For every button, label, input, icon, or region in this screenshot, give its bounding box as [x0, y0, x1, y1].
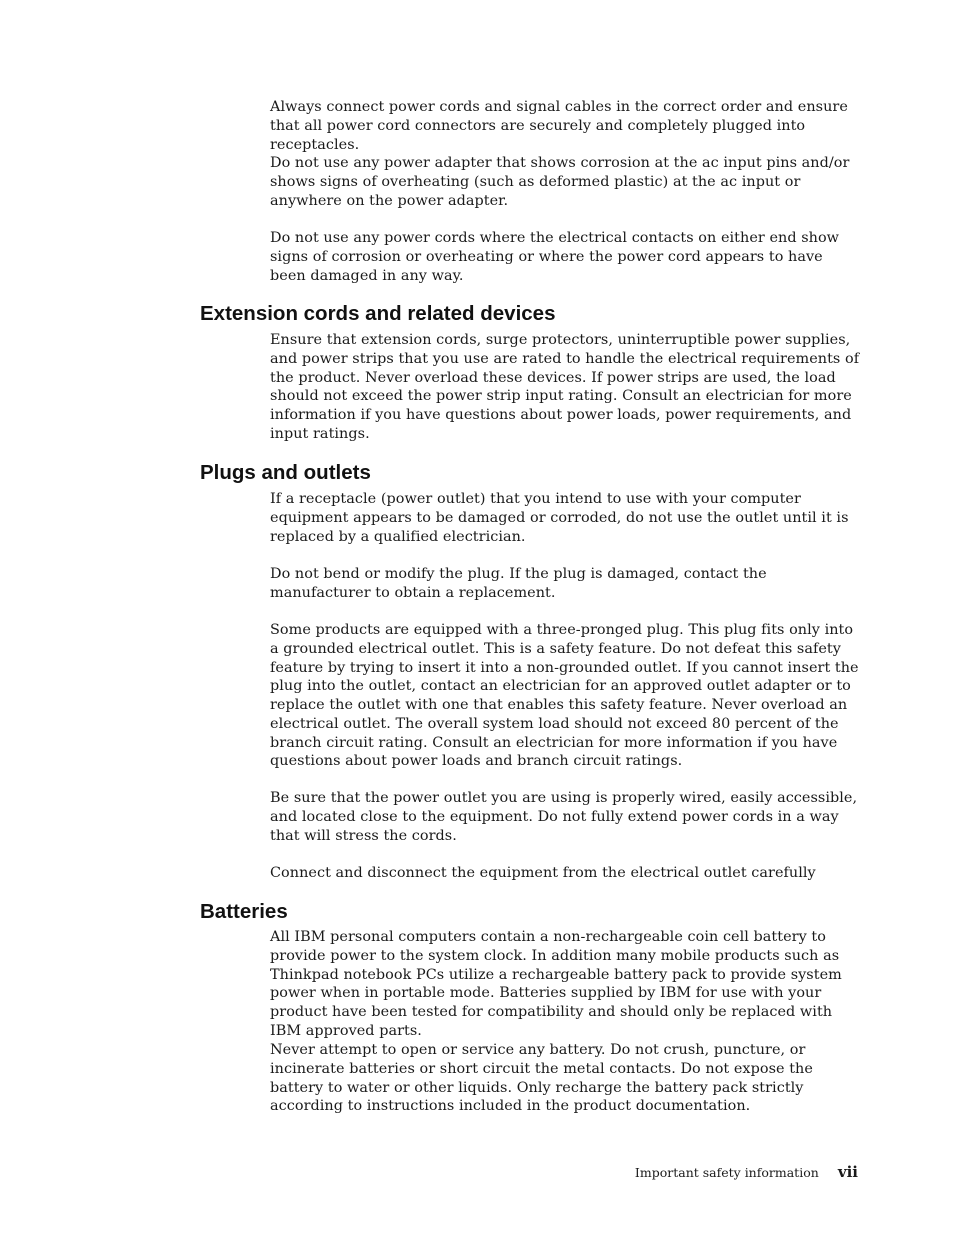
intro-paragraph-1: Always connect power cords and signal cables in the correct order and ensure that all power cord connectors are securely and completely plugged into receptacles. — [270, 99, 848, 153]
batteries-paragraph-1: All IBM personal computers contain a non-rechargeable coin cell battery to provide power to the system clock. In addition many mobile products such as Thinkpad notebook PCs utilize a rechargeable battery pack to provide system power when in portable mode. Batteries supplied by IBM for use with your product have been tested for compatibility and should only be replaced with IBM approved parts. — [270, 929, 842, 1039]
plugs-paragraph-5: Connect and disconnect the equipment from the electrical outlet carefully — [270, 865, 816, 881]
extension-cords-heading: Extension cords and related devices — [200, 302, 556, 325]
plugs-paragraph-1: If a receptacle (power outlet) that you intend to use with your computer equipment appears to be damaged or corroded, do not use the outlet until it is replaced by a qualified electrician. — [270, 491, 849, 545]
batteries-heading: Batteries — [200, 900, 288, 923]
page-number: vii — [837, 1163, 858, 1181]
batteries-paragraph-2: Never attempt to open or service any battery. Do not crush, puncture, or incinerate batteries or short circuit the metal contacts. Do not expose the battery to water or other liquids. Only recharge the battery pack strictly according to instructions included in the product documentation. — [270, 1042, 813, 1115]
intro-paragraph-3: Do not use any power cords where the electrical contacts on either end show signs of corrosion or overheating or where the power cord appears to have been damaged in any way. — [270, 230, 840, 284]
plugs-paragraph-4: Be sure that the power outlet you are using is properly wired, easily accessible, and located close to the equipment. Do not fully extend power cords in a way that will stress the cords. — [270, 790, 858, 844]
plugs-paragraph-2: Do not bend or modify the plug. If the plug is damaged, contact the manufacturer to obtain a replacement. — [270, 566, 767, 601]
plugs-paragraph-3: Some products are equipped with a three-pronged plug. This plug fits only into a grounded electrical outlet. This is a safety feature. Do not defeat this safety feature by trying to insert it into a non-grounded outlet. If you cannot insert the plug into the outlet, contact an electrician for an approved outlet adapter or to replace the outlet with one that enables this safety feature. Never overload an electrical outlet. The overall system load should not exceed 80 percent of the branch circuit rating. Consult an electrician for more information if you have questions about power loads and branch circuit ratings. — [270, 622, 859, 770]
page-footer — [635, 1162, 858, 1181]
footer-section-label: Important safety information — [634, 1165, 819, 1180]
intro-paragraph-2: Do not use any power adapter that shows corrosion at the ac input pins and/or shows signs of overheating (such as deformed plastic) at the ac input or anywhere on the power adapter. — [270, 155, 850, 209]
extension-cords-paragraph: Ensure that extension cords, surge protectors, uninterruptible power supplies, and power strips that you use are rated to handle the electrical requirements of the product. Never overload these devices. If power strips are used, the load should not exceed the power strip input rating. Consult an electrician for more information if you have questions about power loads, power requirements, and input ratings. — [270, 332, 860, 442]
plugs-outlets-heading: Plugs and outlets — [200, 461, 371, 484]
